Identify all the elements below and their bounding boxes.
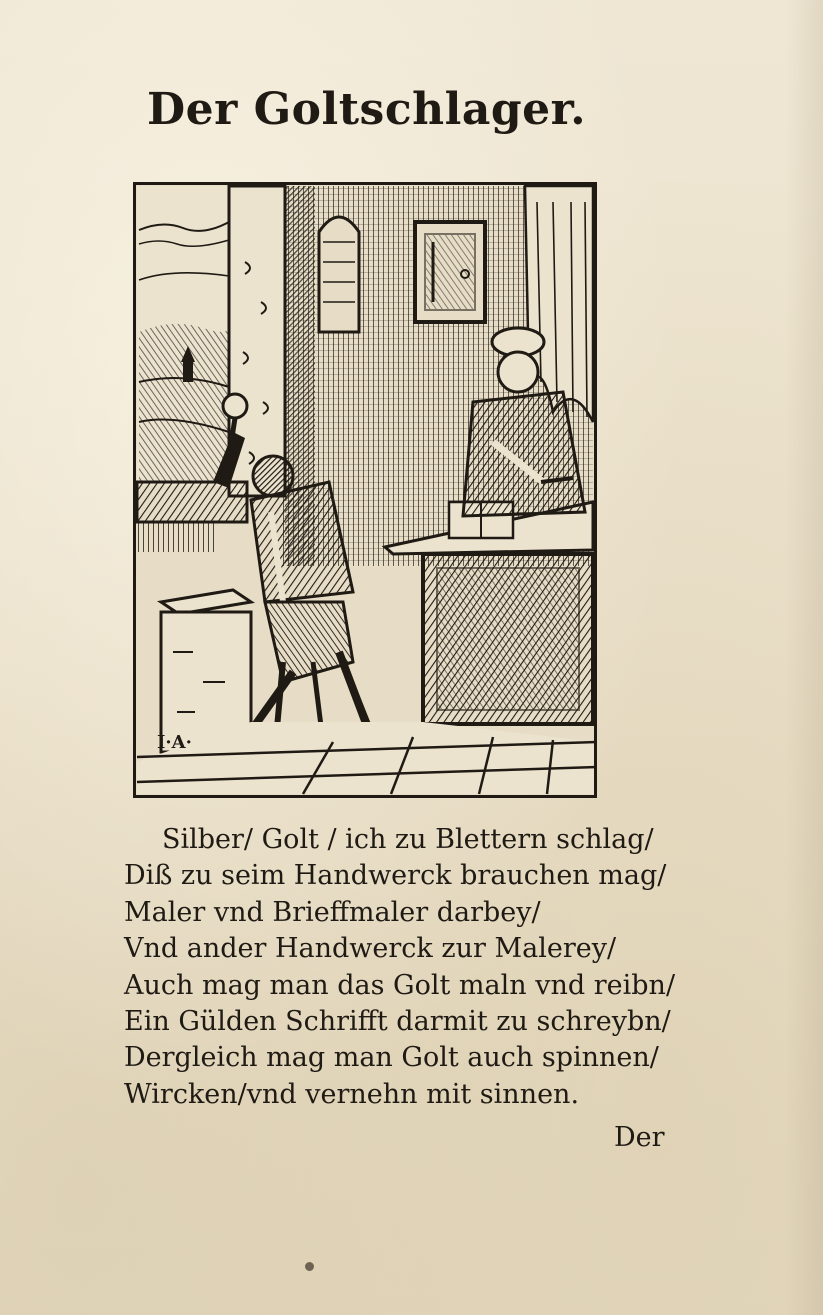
verse-line: Diß zu seim Handwerck brauchen mag/ (124, 860, 667, 892)
verse-line: Vnd ander Handwerck zur Malerey/ (124, 933, 617, 965)
page-edge-shadow (785, 0, 823, 1315)
verse-line: Ein Gülden Schrifft darmit zu schreybn/ (124, 1006, 671, 1038)
verse-line: Dergleich mag man Golt auch spinnen/ (124, 1042, 659, 1074)
verse-line: Silber/ Golt / ich zu Blettern schlag/ (162, 824, 654, 855)
verse-line: Maler vnd Brieffmaler darbey/ (124, 896, 541, 928)
left-bench (137, 482, 247, 522)
woodcut-illustration (133, 182, 597, 798)
verse-line: Wircken/vnd vernehn mit sinnen. (124, 1078, 580, 1110)
arched-niche (319, 217, 359, 332)
catchword: Der (614, 1122, 665, 1153)
wall-cabinet (415, 222, 485, 322)
window-landscape (137, 186, 233, 486)
woodcut-monogram: I·A· (157, 732, 192, 753)
verse-line: Auch mag man das Golt maln vnd reibn/ (124, 969, 676, 1001)
paper-blemish (305, 1262, 314, 1271)
verse-block (124, 822, 704, 1113)
page-title: Der Goltschlager. (146, 84, 587, 135)
